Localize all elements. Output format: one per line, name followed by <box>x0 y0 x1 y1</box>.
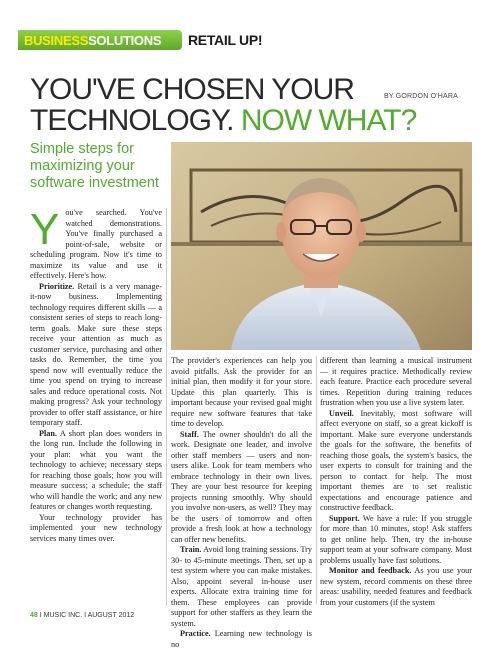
paragraph <box>30 429 162 513</box>
section-label-part1: BUSINESS <box>24 33 89 48</box>
paragraph <box>320 409 472 514</box>
headline <box>30 74 470 136</box>
deck: Simple steps for maximizing your software investment <box>30 141 159 191</box>
paragraph-text: Retail is a very manage-it-now business. Implementing technology requires different skills — a consistent series of steps to reach long-term goals. Make sure these steps receive your attention as much as customer service, purchasing and other tasks do. Remember, the time you spend now will eventually reduce the time you spend on trying to increase sales and reduce operational costs. Not making progress? Ask your technology provider to offer staff assistance, or hire temporary staff. <box>30 281 162 427</box>
headline-line2-b: NOW WHAT? <box>240 104 417 137</box>
column-rule-1 <box>166 208 167 606</box>
author-photo <box>171 142 472 350</box>
body-column-3 <box>320 356 472 608</box>
run-in-head: Staff. <box>180 429 199 439</box>
paragraph-text: The owner shouldn't do all the work. Designate one leader, and involve other staff members — users and non-users alike. Look for team members who embrace technology in their own lives. They are your best resource for keeping projects running smoothly. Why should you involve non-users, as well? They may be the users of tomorrow and often provide a fresh look at how a technology can offer new benefits. <box>171 429 312 544</box>
run-in-head: Plan. <box>39 428 57 438</box>
paragraph <box>320 566 472 608</box>
paragraph-text: A short plan does wonders in the long run. Include the following in your plan: what you want the technology to achieve; necessary steps for reaching those goals; how you will measure success; a schedule; the staff who will handle the work; and any new features or changes worth requesting. <box>30 428 162 511</box>
headline-line1: YOU'VE CHOSEN YOUR <box>30 73 354 106</box>
body-column-1 <box>30 205 162 544</box>
page-number: 48 <box>30 612 38 619</box>
paragraph: ou've searched. You've watched demonstrations. You've finally purchased a point-of-sale, website or scheduling program. Now it's time to maximize its value and use it effectively. Here's how. <box>30 208 162 280</box>
paragraph: Your technology provider has implemented your new technology services many times over. <box>30 512 162 543</box>
paragraph <box>171 430 312 546</box>
paragraph-text: Inevitably, most software will affect everyone on staff, so a great kickoff is important. Make sure everyone understands the goals for the software, the benefits of reaching those goals, the system's basics, the user experts to consult for training and the person to contact for help. The most important themes are to set realistic expectations and encourage patience and constructive feedback. <box>320 408 472 512</box>
run-in-head: Monitor and feedback. <box>329 566 412 575</box>
run-in-head: Prioritize. <box>39 281 75 291</box>
headline-line2 <box>30 105 470 136</box>
byline: BY GORDON O'HARA <box>384 93 459 100</box>
paragraph-text: Learning new technology is no <box>171 629 312 649</box>
run-in-head: Unveil. <box>329 408 354 418</box>
paragraph <box>320 514 472 567</box>
author-photo-image <box>171 142 472 350</box>
paragraph <box>171 629 312 650</box>
headline-line2-a: TECHNOLOGY. <box>30 104 234 137</box>
paragraph <box>171 545 312 629</box>
column-rule-2 <box>316 356 317 604</box>
paragraph <box>30 282 162 429</box>
run-in-head: Practice. <box>180 629 211 638</box>
paragraph: different than learning a musical instrument — it requires practice. Methodically review each feature. Practice each procedure several times. Repetition during training reduces frustration when you use a live system later. <box>320 356 472 407</box>
paragraph: The provider's experiences can help you avoid pitfalls. Ask the provider for an initial plan, then modify it for your store. Update this plan quarterly. This is important because your revised goal might require new software features that take time to develop. <box>171 356 312 428</box>
column-kicker: RETAIL UP! <box>188 32 263 48</box>
page-footer <box>30 612 134 619</box>
section-label-part2: SOLUTIONS <box>88 33 162 48</box>
paragraph-text: Avoid long training sessions. Try 30- to 45-minute meetings. Then, set up a test system where you can make mistakes. Also, appoint several in-house user experts. Allocate extra training time for them. These employees can provide support for other staffers as they learn the system. <box>171 545 312 628</box>
run-in-head: Support. <box>329 513 360 523</box>
paragraph-text: We have a rule: If you struggle for more than 10 minutes, stop! Ask staffers to get online help. Then, try the in-house support team at your software company. Most problems usually have fast solutions. <box>320 513 472 565</box>
body-column-2 <box>171 356 312 650</box>
run-in-head: Train. <box>180 545 202 554</box>
section-label <box>24 33 161 48</box>
footer-text: I MUSIC INC. I AUGUST 2012 <box>39 612 135 619</box>
paragraph-text: As you use your new system, record comments on these three areas: usability, needed features and feedback from your customers (if the system <box>320 566 472 607</box>
drop-cap: Y <box>30 205 60 254</box>
